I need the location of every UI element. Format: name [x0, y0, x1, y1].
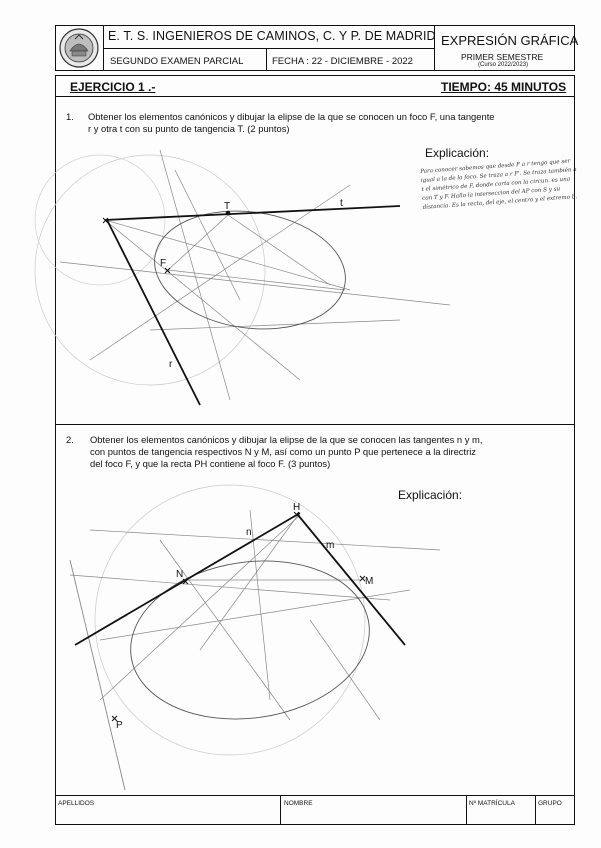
problem-1-line-2: r y otra t con su punto de tangencia T. (2 puntos) — [88, 123, 290, 134]
problem-2-line-1: Obtener los elementos canónicos y dibujar la elipse de la que se conocen las tangentes n y m, — [90, 434, 483, 445]
field-surname-label: APELLIDOS — [58, 800, 95, 807]
footer-divider-3 — [535, 795, 536, 825]
footer-divider-1 — [280, 795, 281, 825]
label-point-h: H — [293, 502, 301, 513]
school-name: E. T. S. INGENIEROS DE CAMINOS, C. Y P. DE MADRID — [108, 29, 436, 43]
label-point-n: N — [176, 569, 184, 580]
label-point-p: P — [116, 720, 123, 731]
field-group-label: GRUPO — [538, 800, 562, 807]
semester: PRIMER SEMESTRE — [461, 52, 544, 62]
problem-1-explanation-label: Explicación: — [425, 146, 490, 160]
field-enrollment-label: Nº MATRÍCULA — [469, 800, 515, 807]
label-focus-f: F — [160, 258, 167, 269]
problem-1-line-1: Obtener los elementos canónicos y dibujar la elipse de la que se conocen un foco F, una tangente — [88, 111, 495, 122]
course-year: (Curso 2022/2023) — [478, 62, 529, 68]
exam-date: FECHA : 22 - DICIEMBRE - 2022 — [272, 56, 413, 67]
label-line-r: r — [169, 359, 173, 370]
problem-2-line-3: del foco F, y que la recta PH contiene al foco F. (3 puntos) — [90, 458, 331, 469]
label-point-m: M — [365, 576, 374, 587]
problem-2-line-2: con puntos de tangencia respectivos N y M, así como un punto P que pertenece a la directriz — [90, 446, 476, 457]
exercise-time: TIEMPO: 45 MINUTOS — [441, 80, 567, 94]
problem-1-tangent-r — [107, 220, 200, 405]
exercise-title: EJERCICIO 1 .- — [70, 80, 156, 94]
exam-name: SEGUNDO EXAMEN PARCIAL — [110, 56, 244, 67]
problem-2-explanation-label: Explicación: — [398, 488, 463, 502]
problem-2-ellipse — [120, 546, 379, 734]
field-name-label: NOMBRE — [284, 800, 313, 807]
problem-1-number: 1. — [66, 111, 74, 122]
label-point-t: T — [224, 201, 231, 212]
problem-1-handwritten-notes: Para conocer sabemos que desde F a r tengo que ser igual a la de la foco. Se traza a r F'. Se traza también a t el simétrico de F, donde corta con la circun. es una con T y F. Hallo la interseccion del AP con S y su distancia. Es la recta, del eje, el centro y el extremo b. — [420, 158, 578, 211]
label-line-t: t — [340, 198, 343, 209]
problem-2-number: 2. — [66, 434, 74, 445]
footer-divider-2 — [466, 795, 467, 825]
problem-1-construction — [35, 150, 450, 400]
problem-1-ellipse — [147, 199, 353, 341]
subject-title: EXPRESIÓN GRÁFICA — [441, 33, 579, 48]
label-line-m: m — [326, 540, 335, 551]
label-line-n: n — [246, 527, 252, 538]
